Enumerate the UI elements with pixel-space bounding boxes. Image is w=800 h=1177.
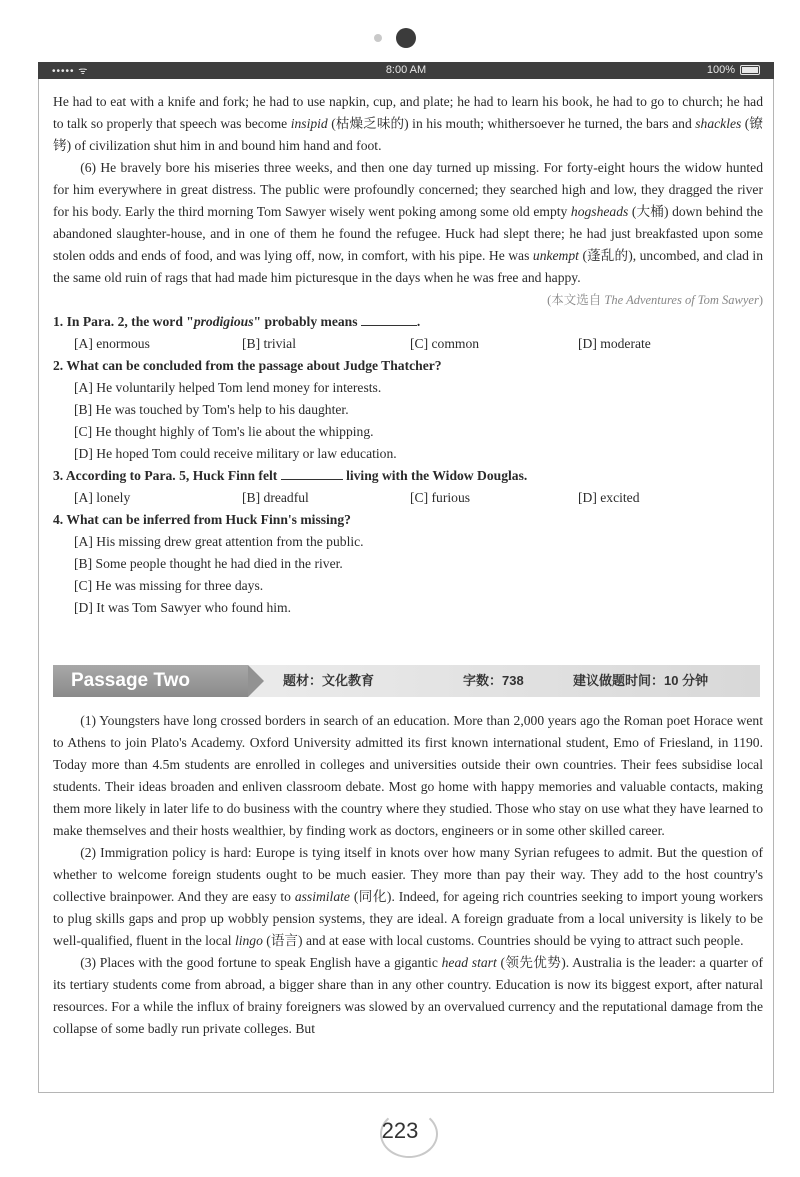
- option-d[interactable]: [D] He hoped Tom could receive military or law education.: [74, 446, 397, 461]
- camera-dot-small: [374, 34, 382, 42]
- battery-icon: [740, 65, 760, 75]
- option-c[interactable]: [C] He thought highly of Tom's lie about the whipping.: [74, 424, 374, 439]
- option-a[interactable]: [A] enormous: [74, 336, 150, 351]
- signal-icon: ••••• ᯤ: [52, 66, 89, 77]
- option-d[interactable]: [D] moderate: [578, 336, 651, 351]
- question-3-stem: 3. According to Para. 5, Huck Finn felt living with the Widow Douglas.: [53, 468, 528, 483]
- paragraph-6: (6) He bravely bore his miseries three weeks, and then one day turned up missing. For forty-eight hours the widow hunted for him everywhere in great distress. The public were profoundly concerned; they searched high and low, they dragged the river for his body. Early the third morning Tom Sawyer wisely went poking among some old empty hogsheads (大桶) down behind the abandoned slaughter-house, and in one of them he found the refugee. Huck had slept there; he had just breakfasted upon some stolen odds and ends of food, and was lying off, now, in comfort, with his pipe. He was unkempt (蓬乱的), uncombed, and clad in the same old ruin of rags that had made him picturesque in the days when he was free and happy.: [53, 160, 763, 285]
- paragraph-1: (1) Youngsters have long crossed borders in search of an education. More than 2,000 years ago the Roman poet Horace went to Athens to join Plato's Academy. Oxford University admitted its first known international student, Emo of Friesland, in 1190. Today more than 4.5m students are enrolled in colleges and universities outside their own countries. Their fees subsidise local students. Their ideas broaden and enliven classroom debate. Most go home with happy memories and valuable contacts, making them more likely in later life to do business with the country where they studied. Those who stay on use what they have learned to make themselves and their hosts wealthier, by finding work as doctors, engineers or in some other skilled career.: [53, 713, 763, 838]
- option-d[interactable]: [D] It was Tom Sawyer who found him.: [74, 600, 292, 615]
- question-1: [53, 311, 763, 355]
- option-a[interactable]: [A] He voluntarily helped Tom lend money for interests.: [74, 380, 382, 395]
- option-a[interactable]: [A] lonely: [74, 490, 131, 505]
- question-2: [53, 355, 763, 465]
- passage-one-content: [53, 91, 763, 619]
- header-arrow: [248, 665, 264, 697]
- source-citation: (本文选自 The Adventures of Tom Sawyer): [547, 293, 763, 307]
- paragraph-3: (3) Places with the good fortune to speak English have a gigantic head start (领先优势). Australia is the leader: a quarter of its tertiary students come from abroad, a bigger share than in any other country. Education is now its biggest export, after natural resources. For a while the influx of brainy foreigners was slowed by an overvalued currency and the reputational damage from the collapse of some badly run private colleges. But: [53, 955, 764, 1036]
- status-time: 8:00 AM: [385, 64, 427, 76]
- paragraph-2: (2) Immigration policy is hard: Europe is tying itself in knots over how many Syrian refugees to admit. But the question of whether to welcome foreign students ought to be much easier. They more than pay their way. They add to the host country's collective brainpower. And they are easy to assimilate (同化). Indeed, for ageing rich countries seeking to import young workers to plug skills gaps and prop up wobbly pension systems, they are ideal. A foreign graduate from a local university is likely to be well-qualified, fluent in the local lingo (语言) and at ease with local customs. Countries should be vying to attract such people.: [53, 845, 764, 948]
- suggested-time: 建议做题时间：10 分钟: [573, 673, 709, 688]
- option-c[interactable]: [C] He was missing for three days.: [74, 578, 264, 593]
- answer-blank: [281, 467, 343, 480]
- option-b[interactable]: [B] trivial: [242, 336, 296, 351]
- question-3: [53, 465, 763, 509]
- passage-two-content: [53, 710, 763, 1040]
- answer-blank: [361, 313, 417, 326]
- question-4-stem: 4. What can be inferred from Huck Finn's missing?: [53, 512, 351, 527]
- question-1-options: [74, 333, 763, 355]
- page-number: 223: [381, 1118, 419, 1143]
- question-1-stem: 1. In Para. 2, the word "prodigious" probably means .: [53, 314, 421, 329]
- word-count: 字数：738: [463, 673, 524, 688]
- paragraph-continued: He had to eat with a knife and fork; he had to use napkin, cup, and plate; he had to learn his book, he had to go to church; he had to talk so properly that speech was become insipid (枯燥乏味的) in his mouth; whithersoever he turned, the bars and shackles (镣铐) of civilization shut him in and bound him hand and foot.: [53, 94, 764, 153]
- battery-status: [707, 64, 760, 76]
- passage-two-header: [53, 665, 760, 697]
- frame-border-left: [38, 79, 39, 1092]
- battery-percent: 100%: [706, 64, 735, 76]
- status-bar: [38, 62, 774, 79]
- passage-two-title: Passage Two: [53, 665, 248, 697]
- passage-topic: 题材：文化教育: [283, 673, 375, 688]
- frame-border-right: [773, 79, 774, 1092]
- device-top-bezel: [0, 0, 800, 60]
- question-4: [53, 509, 763, 619]
- option-b[interactable]: [B] He was touched by Tom's help to his daughter.: [74, 402, 349, 417]
- camera-dot: [396, 28, 416, 48]
- question-2-stem: 2. What can be concluded from the passage about Judge Thatcher?: [53, 358, 442, 373]
- option-b[interactable]: [B] dreadful: [242, 490, 309, 505]
- option-c[interactable]: [C] common: [410, 336, 480, 351]
- option-b[interactable]: [B] Some people thought he had died in the river.: [74, 556, 343, 571]
- frame-border-bottom: [38, 1092, 774, 1093]
- option-c[interactable]: [C] furious: [410, 490, 471, 505]
- option-d[interactable]: [D] excited: [578, 490, 640, 505]
- question-3-options: [74, 487, 763, 509]
- option-a[interactable]: [A] His missing drew great attention from the public.: [74, 534, 364, 549]
